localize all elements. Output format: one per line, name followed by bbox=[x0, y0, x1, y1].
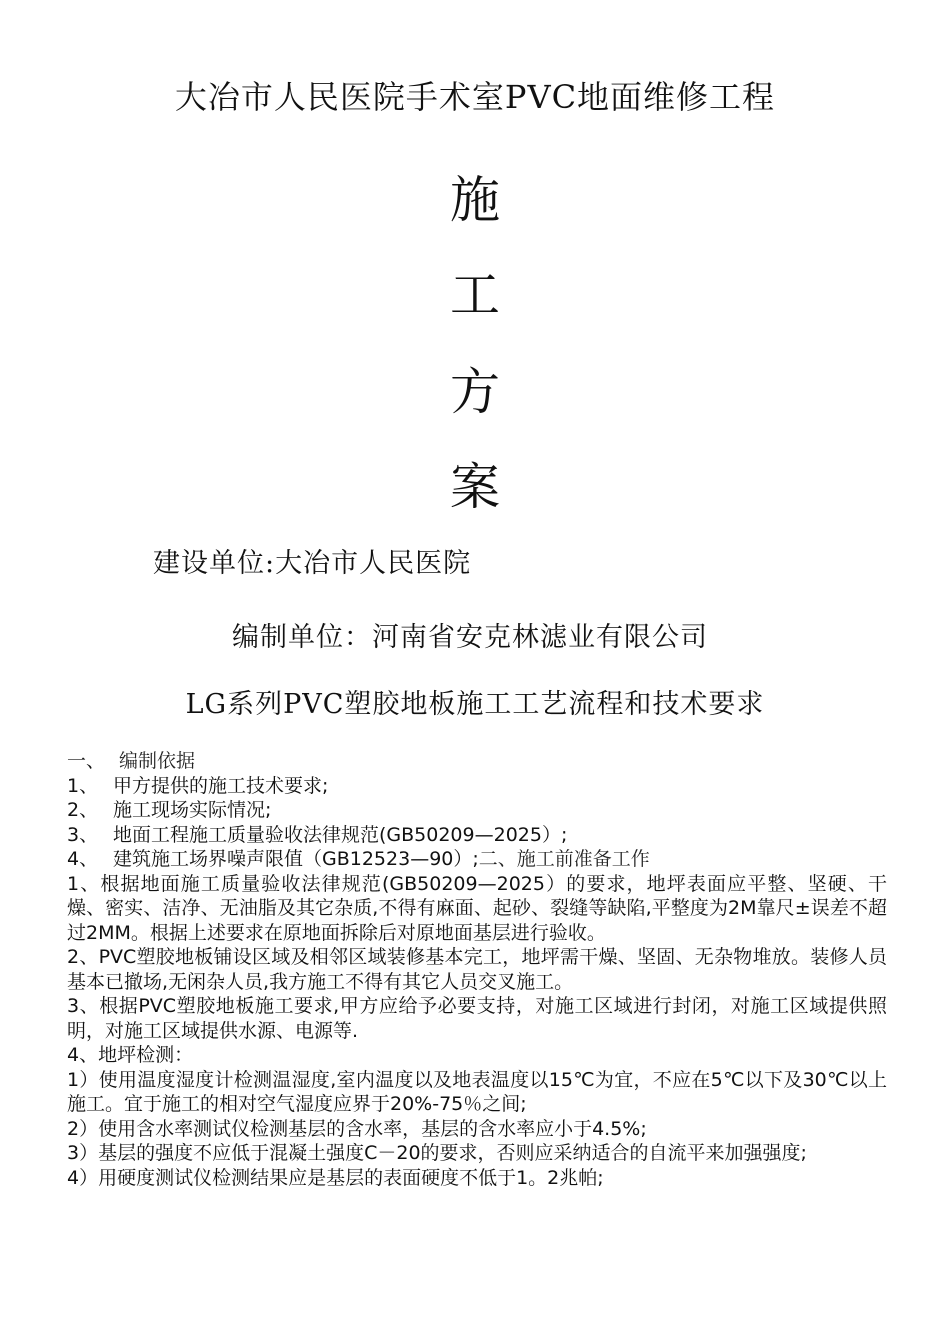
title-char-2: 工 bbox=[450, 266, 500, 324]
list-item-text: 建筑施工场界噪声限值（GB12523—90）; bbox=[113, 848, 479, 870]
list-item-number: 4、 bbox=[67, 848, 99, 870]
list-item bbox=[67, 847, 887, 872]
paragraph: 1、根据地面施工质量验收法律规范(GB50209—2025）的要求，地坪表面应平整、坚硬、干燥、密实、洁净、无油脂及其它杂质,不得有麻面、起砂、裂缝等缺陷,平整度为2M靠尺±误差不超过2MM。根据上述要求在原地面拆除后对原地面基层进行验收。 bbox=[67, 872, 887, 944]
list-item-number: 2、 bbox=[67, 799, 99, 821]
title-char-3: 方 bbox=[450, 363, 500, 421]
section1-heading bbox=[67, 749, 887, 774]
list-item-text: 施工现场实际情况; bbox=[113, 799, 272, 821]
list-item bbox=[67, 823, 887, 848]
list-item-text: 地面工程施工质量验收法律规范(GB50209—2025）; bbox=[113, 823, 568, 846]
compiling-unit: 编制单位：河南省安克林滤业有限公司 bbox=[232, 622, 708, 653]
list-item bbox=[67, 774, 887, 799]
paragraph: 3）基层的强度不应低于混凝土强度C－20的要求，否则应采纳适合的自流平来加强强度; bbox=[67, 1142, 807, 1164]
paragraph: 2、PVC塑胶地板铺设区域及相邻区域装修基本完工，地坪需干燥、坚固、无杂物堆放。装修人员基本已撤场,无闲杂人员,我方施工不得有其它人员交叉施工。 bbox=[67, 946, 887, 993]
document-title: 大冶市人民医院手术室PVC地面维修工程 bbox=[174, 78, 776, 116]
section1-title: 编制依据 bbox=[119, 750, 196, 772]
list-item-number: 3、 bbox=[67, 823, 99, 846]
paragraph: 1）使用温度湿度计检测温湿度,室内温度以及地表温度以15℃为宜，不应在5℃以下及30℃以上施工。宜于施工的相对空气湿度应界于20%-75％之间; bbox=[67, 1068, 887, 1115]
paragraph: 3、根据PVC塑胶地板施工要求,甲方应给予必要支持，对施工区域进行封闭，对施工区域提供照明，对施工区域提供水源、电源等. bbox=[67, 995, 887, 1042]
document-subtitle: LG系列PVC塑胶地板施工工艺流程和技术要求 bbox=[185, 689, 765, 720]
list-item-text: 甲方提供的施工技术要求; bbox=[113, 774, 329, 797]
list-item bbox=[67, 798, 887, 823]
document-body bbox=[67, 749, 887, 1190]
title-char-4: 案 bbox=[450, 458, 500, 516]
paragraph: 4、地坪检测： bbox=[67, 1044, 194, 1066]
section2-heading: 二、施工前准备工作 bbox=[478, 848, 650, 870]
paragraph: 4）用硬度测试仪检测结果应是基层的表面硬度不低于1。2兆帕; bbox=[67, 1166, 604, 1189]
paragraph: 2）使用含水率测试仪检测基层的含水率，基层的含水率应小于4.5%; bbox=[67, 1117, 647, 1140]
construction-unit: 建设单位:大冶市人民医院 bbox=[153, 548, 472, 579]
list-item-number: 1、 bbox=[67, 774, 99, 797]
section1-number: 一、 bbox=[67, 750, 106, 772]
title-char-1: 施 bbox=[450, 171, 500, 229]
